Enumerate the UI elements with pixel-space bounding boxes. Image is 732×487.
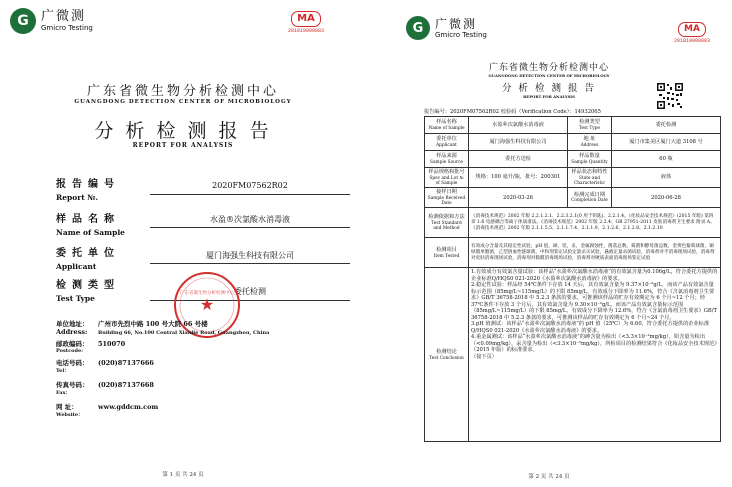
test-standard-value: 《消毒技术规范》2002 年版 2.2.1.2.1、2.2.3.2.1(0 用于钥匙)、2.2.1.4。《化妆品安全技术规范》(2015 年版) 第四章 1.6 电感耦合等离子体质谱法。《消毒技术规范》2002 年版 2.2.4；GB 27951-2011 皮肤消毒剂卫生要求 附录 A。《消毒技术规范》2002 年版 2.1.1.5.5、2.1.1.7.4、2.1.1.9、2.1.2.6、2.1.2.8、2.1.2.10 [469, 208, 721, 238]
info-fax: 传真号码： (020)87137668 [56, 381, 154, 389]
info-website-en: Website： [56, 412, 84, 418]
sample-name-value: 水盈®次氯酸水消毒液 [210, 215, 290, 224]
gt-logo-icon: G [406, 16, 430, 40]
company-logo [10, 8, 93, 34]
applicant-value: 厦门海强生科技有限公司 [469, 134, 568, 151]
info-postcode-en: Postcode: [56, 348, 83, 354]
sample-name-value: 水盈®次氯酸水消毒液 [469, 117, 568, 134]
svg-text:★: ★ [199, 295, 215, 314]
info-tel: 电话号码： (020)87137666 [56, 359, 154, 367]
test-conclusion-value [469, 268, 721, 442]
sample-quantity-value: 60 瓶 [612, 151, 721, 168]
label-address: 地 址 Address [568, 134, 612, 151]
cma-number: 201819000883 [674, 38, 711, 44]
label-completion-date: 检测完成日期 Completion Date [568, 188, 612, 208]
gt-logo-icon: G [10, 8, 36, 34]
label-test-standard: 检测依据和方法 Test Standard and Method [425, 208, 469, 238]
divider [150, 194, 350, 195]
report-title-en: REPORT FOR ANALYSIS [523, 94, 575, 99]
label-state: 样品状态和特性 State and Characteristic [568, 168, 612, 188]
divider [150, 227, 350, 228]
cma-mark [288, 6, 324, 34]
field-test-type: 检测类型 Test Type [56, 280, 120, 303]
report-title-en: REPORT FOR ANALYSIS [132, 142, 234, 149]
conclusion-item: （接下页） [471, 353, 497, 360]
completion-date-value: 2020-06-28 [612, 188, 721, 208]
report-title-cn: 分 析 检 测 报 告 [94, 120, 272, 142]
label-applicant: 委托单位 Applicant [425, 134, 469, 151]
field-sample-name: 样品名称 Name of Sample [56, 214, 125, 237]
spec-lot-value: 规格：100 毫升/瓶，批号：200301 [469, 168, 568, 188]
info-website: 网 址： www.gddcm.com [56, 403, 159, 411]
conclusion-item: 4.重金属测试：该样品“水盈®次氯酸水消毒液”的砷含量为检出（<3.3×10⁻²mg/kg），铅含量为检出（<0.09mg/kg），汞含量为检出（<3.3×10⁻³mg/kg），所检项目的检测结果符合《化妆品安全技术规范》（2015 年版）的标准要求。 [471, 334, 717, 354]
label-sample-quantity: 样品数量 Sample Quantity [568, 151, 612, 168]
address-value: 厦门市集美区厦门大道 3108 号 [612, 134, 721, 151]
label-test-type: 检测类型 Test Type [568, 117, 612, 134]
field-report-no: 报告编号 Report №. [56, 179, 120, 202]
info-tel-en: Tel： [56, 368, 70, 374]
page-number: 第 1 页 共 24 页 [162, 472, 204, 478]
report-number-line: 报告编号：2020FM07562R02 校验码（Verification Code）：14932065 [424, 109, 601, 115]
cma-icon: MA [291, 11, 321, 27]
state-value: 液体 [612, 168, 721, 188]
page-number: 第 2 页 共 24 页 [528, 474, 570, 480]
report-page-2 [366, 0, 732, 487]
stamp-text: 广东省微生物分析检测中心 [180, 291, 234, 296]
item-tested-value: 有效成分含量及其稳定性试验，pH 值，砷，铅，汞，金属腐蚀性，菌落总数，霉菌和酵母菌总数，金黄色葡萄球菌，铜绿假单胞菌，乙型溶血性链球菌，中和剂鉴定试验定量杀灭试验，悬液定量杀菌试验，消毒剂对手消毒现场试验，消毒剂对皮肤消毒现场试验，消毒剂对黏膜消毒现场试验，消毒剂对硬质表面消毒现场鉴定试验 [469, 238, 721, 268]
test-type-value: 委托检测 [612, 117, 721, 134]
label-sample-source: 样品来源 Sample Source [425, 151, 469, 168]
report-title-cn: 分 析 检 测 报 告 [501, 83, 597, 94]
company-cn-name: 广微测 [435, 16, 478, 31]
company-cn-name: 广微测 [41, 9, 87, 24]
center-name-en: GUANGDONG DETECTION CENTER OF MICROBIOLOGY [74, 99, 292, 105]
info-fax-en: Fax： [56, 390, 71, 396]
cma-mark [674, 16, 710, 44]
report-no-value: 2020FM07562R02 [212, 181, 288, 190]
report-info-table [424, 116, 721, 442]
field-applicant: 委托单位 Applicant [56, 248, 120, 271]
center-name-cn: 广东省微生物分析检测中心 [488, 63, 609, 73]
cma-icon: MA [678, 22, 706, 37]
info-address: 单位地址： 广州市先烈中路 100 号大院 66 号楼 [56, 320, 208, 328]
label-spec-lot: 样品规格和批号 Spec and Lot № of Sample [425, 168, 469, 188]
test-type-value: 委托检测 [234, 287, 266, 296]
applicant-value: 厦门海强生科技有限公司 [206, 251, 294, 260]
divider [150, 263, 350, 264]
info-postcode: 邮政编码： 510070 [56, 340, 126, 348]
conclusion-item: 1.有效成分有效氯含量试验：该样品“水盈®次氯酸水消毒液”的有效氯含量为0.106g/L，符合委托方提供的企业标准Q/HQS0 021-2020《水盈®次氯酸水消毒液》的要求。 [471, 269, 718, 282]
info-address-en: Address: Building 66, No.100 Central Xianlie Road, Guangzhou, China [56, 328, 270, 336]
qr-code-icon[interactable] [656, 82, 684, 110]
conclusion-item: 2.稳定性试验：样品经 54℃条件下存放 14 天后，其有效氯含量为 9.37×10⁻²g/L，而该产品有效氯含量标示范围（85mg/L~115mg/L）的下限 85mg/L，有效成分下降率为 11.6%，符合《含氯消毒剂卫生要求》GB/T 36758-2018 中 5.2.3 条款的要求，可推测该样品的贮存有效期定为 6 个月~12 个月；经 37℃条件下存放 3 个月后，其有效氯含量为 9.30×10⁻²g/L，而该产品有效氯含量标示范围（85mg/L~115mg/L）的下限 85mg/L，有效成分下降率为 12.6%，符合《含氯消毒剂卫生要求》GB/T 36758-2018 中 5.2.3 条款的要求，可推测该样品的贮存有效期定为 6 个月~24 个月。 [471, 282, 717, 321]
sample-source-value: 委托方送检 [469, 151, 568, 168]
received-date-value: 2020-03-26 [469, 188, 568, 208]
cma-number: 201819000883 [288, 28, 325, 34]
label-received-date: 接样日期 Sample Received Date [425, 188, 469, 208]
center-name-en: GUANGDONG DETECTION CENTER OF MICROBIOLOGY [488, 73, 610, 78]
conclusion-item: 3.pH 值测试：该样品“水盈®次氯酸水消毒液”的 pH 值（25℃）为 6.60，符合委托方提供的企业标准 Q/HQS0 021-2020《水盈®次氯酸水消毒液》的要求。 [471, 321, 710, 334]
center-name-cn: 广东省微生物分析检测中心 [86, 84, 279, 99]
label-test-conclusion: 检测结论 Test Conclusion [425, 268, 469, 442]
company-logo [406, 16, 487, 40]
label-item-tested: 检测项目 Item Tested [425, 238, 469, 268]
company-en-name: Gmicro Testing [435, 30, 487, 39]
label-sample-name: 样品名称 Name of Sample [425, 117, 469, 134]
company-en-name: Gmicro Testing [41, 24, 93, 32]
